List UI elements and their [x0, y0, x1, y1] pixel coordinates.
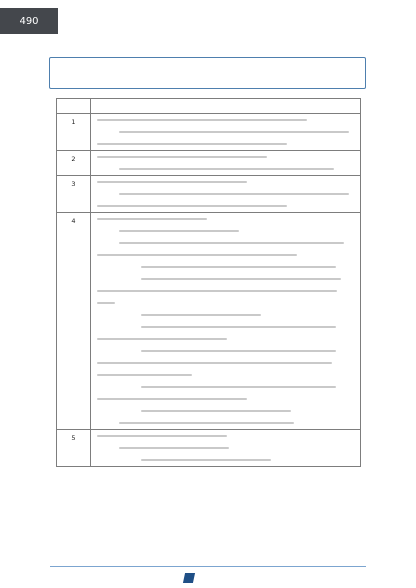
- answer-table: [56, 98, 361, 467]
- table-header-row: [57, 99, 361, 114]
- text-line: [91, 333, 360, 345]
- text-line: [91, 417, 360, 429]
- text-line: [91, 285, 360, 297]
- answer-cell: [91, 213, 361, 430]
- text-line: [91, 297, 360, 309]
- text-line: [91, 188, 360, 200]
- text-line: [91, 309, 360, 321]
- answer-line: [91, 430, 360, 442]
- text-line: [91, 237, 360, 249]
- text-line: [91, 249, 360, 261]
- row-number: 2: [57, 151, 91, 176]
- table-row: [57, 176, 361, 213]
- footer-brand: [184, 571, 246, 585]
- answer-line: [91, 114, 360, 126]
- row-number: 1: [57, 114, 91, 151]
- answer-cell: [91, 114, 361, 151]
- text-line: [91, 405, 360, 417]
- text-line: [91, 163, 360, 175]
- text-line: [91, 200, 360, 212]
- table-row: [57, 151, 361, 176]
- text-line: [91, 138, 360, 150]
- text-line: [91, 454, 360, 466]
- text-line: [91, 357, 360, 369]
- table-row: [57, 114, 361, 151]
- answer-cell: [91, 430, 361, 467]
- text-line: [91, 273, 360, 285]
- row-number: 3: [57, 176, 91, 213]
- copyright-notice: [64, 8, 404, 34]
- answer-line: [91, 151, 360, 163]
- page-header: [0, 8, 416, 34]
- text-line: [91, 345, 360, 357]
- text-line: [91, 393, 360, 405]
- table-row: [57, 213, 361, 430]
- text-line: [91, 321, 360, 333]
- column-header-number: [57, 99, 91, 114]
- page-title: [49, 57, 366, 89]
- text-line: [91, 261, 360, 273]
- answer-line: [91, 176, 360, 188]
- answer-cell: [91, 176, 361, 213]
- sheet-logo-icon: [183, 573, 195, 583]
- text-line: [91, 225, 360, 237]
- footer-rule: [50, 566, 366, 567]
- text-line: [91, 442, 360, 454]
- column-header-answer: [91, 99, 361, 114]
- text-line: [91, 369, 360, 381]
- row-number: 4: [57, 213, 91, 430]
- text-line: [91, 381, 360, 393]
- page-number: 490: [0, 8, 58, 34]
- answer-cell: [91, 151, 361, 176]
- text-line: [91, 126, 360, 138]
- answer-line: [91, 213, 360, 225]
- table-row: [57, 430, 361, 467]
- row-number: 5: [57, 430, 91, 467]
